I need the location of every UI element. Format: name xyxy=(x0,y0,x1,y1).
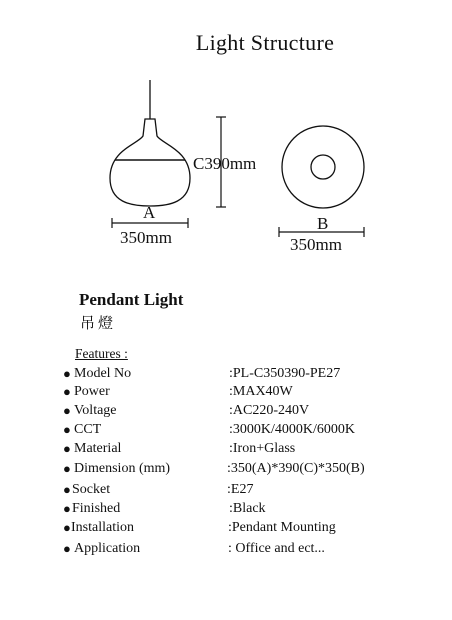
spec-value: :Pendant Mounting xyxy=(228,520,336,535)
outer-ring xyxy=(282,126,364,208)
spec-row-dimension xyxy=(0,461,452,479)
page-title: Light Structure xyxy=(195,30,335,55)
product-name: Pendant Light xyxy=(79,290,184,309)
dimension-b-letter: B xyxy=(317,214,329,233)
spec-label: Socket xyxy=(72,482,111,497)
spec-row-cct xyxy=(0,422,452,440)
dimension-a-label: 350mm xyxy=(120,228,172,247)
bullet-icon: ● xyxy=(63,520,71,535)
bullet-icon: ● xyxy=(63,366,71,381)
features-heading: Features : xyxy=(75,346,128,361)
spec-value: :Iron+Glass xyxy=(229,441,296,456)
product-name-chinese: 吊燈 xyxy=(80,314,117,332)
structure-diagram xyxy=(0,0,452,260)
shade-outline xyxy=(110,119,190,206)
spec-label: Model No xyxy=(74,366,132,381)
bullet-icon: ● xyxy=(63,403,71,418)
spec-label: Material xyxy=(74,441,122,456)
spec-row-application xyxy=(0,541,452,559)
spec-row-model xyxy=(0,366,452,384)
spec-value: :3000K/4000K/6000K xyxy=(229,422,355,437)
spec-label: Installation xyxy=(71,520,134,535)
spec-value: :E27 xyxy=(227,482,254,497)
spec-row-finished xyxy=(0,501,452,519)
spec-label: Finished xyxy=(72,501,121,516)
spec-value: :350(A)*390(C)*350(B) xyxy=(227,461,365,476)
bullet-icon: ● xyxy=(63,541,71,556)
spec-value: :MAX40W xyxy=(229,384,293,399)
spec-label: CCT xyxy=(74,422,102,437)
spec-label: Voltage xyxy=(74,403,117,418)
dimension-b-label: 350mm xyxy=(290,235,342,254)
spec-row-material xyxy=(0,441,452,459)
spec-value: :AC220-240V xyxy=(229,403,310,418)
bullet-icon: ● xyxy=(63,422,71,437)
spec-row-power xyxy=(0,384,452,402)
bullet-icon: ● xyxy=(63,482,71,497)
spec-label: Dimension (mm) xyxy=(74,461,171,476)
spec-row-socket xyxy=(0,482,452,500)
top-view-drawing xyxy=(282,126,364,208)
bullet-icon: ● xyxy=(63,501,71,516)
bullet-icon: ● xyxy=(63,441,71,456)
spec-row-voltage xyxy=(0,403,452,421)
spec-label: Power xyxy=(74,384,110,399)
spec-row-installation xyxy=(0,520,452,538)
dimension-a-letter: A xyxy=(143,203,156,222)
inner-ring xyxy=(311,155,335,179)
spec-value: :Black xyxy=(229,501,266,516)
bullet-icon: ● xyxy=(63,384,71,399)
spec-value: : Office and ect... xyxy=(228,541,325,556)
bullet-icon: ● xyxy=(63,461,71,476)
dimension-c-label: C390mm xyxy=(193,154,257,173)
spec-label: Application xyxy=(74,541,141,556)
side-view-drawing xyxy=(110,80,190,206)
spec-value: :PL-C350390-PE27 xyxy=(229,366,341,381)
